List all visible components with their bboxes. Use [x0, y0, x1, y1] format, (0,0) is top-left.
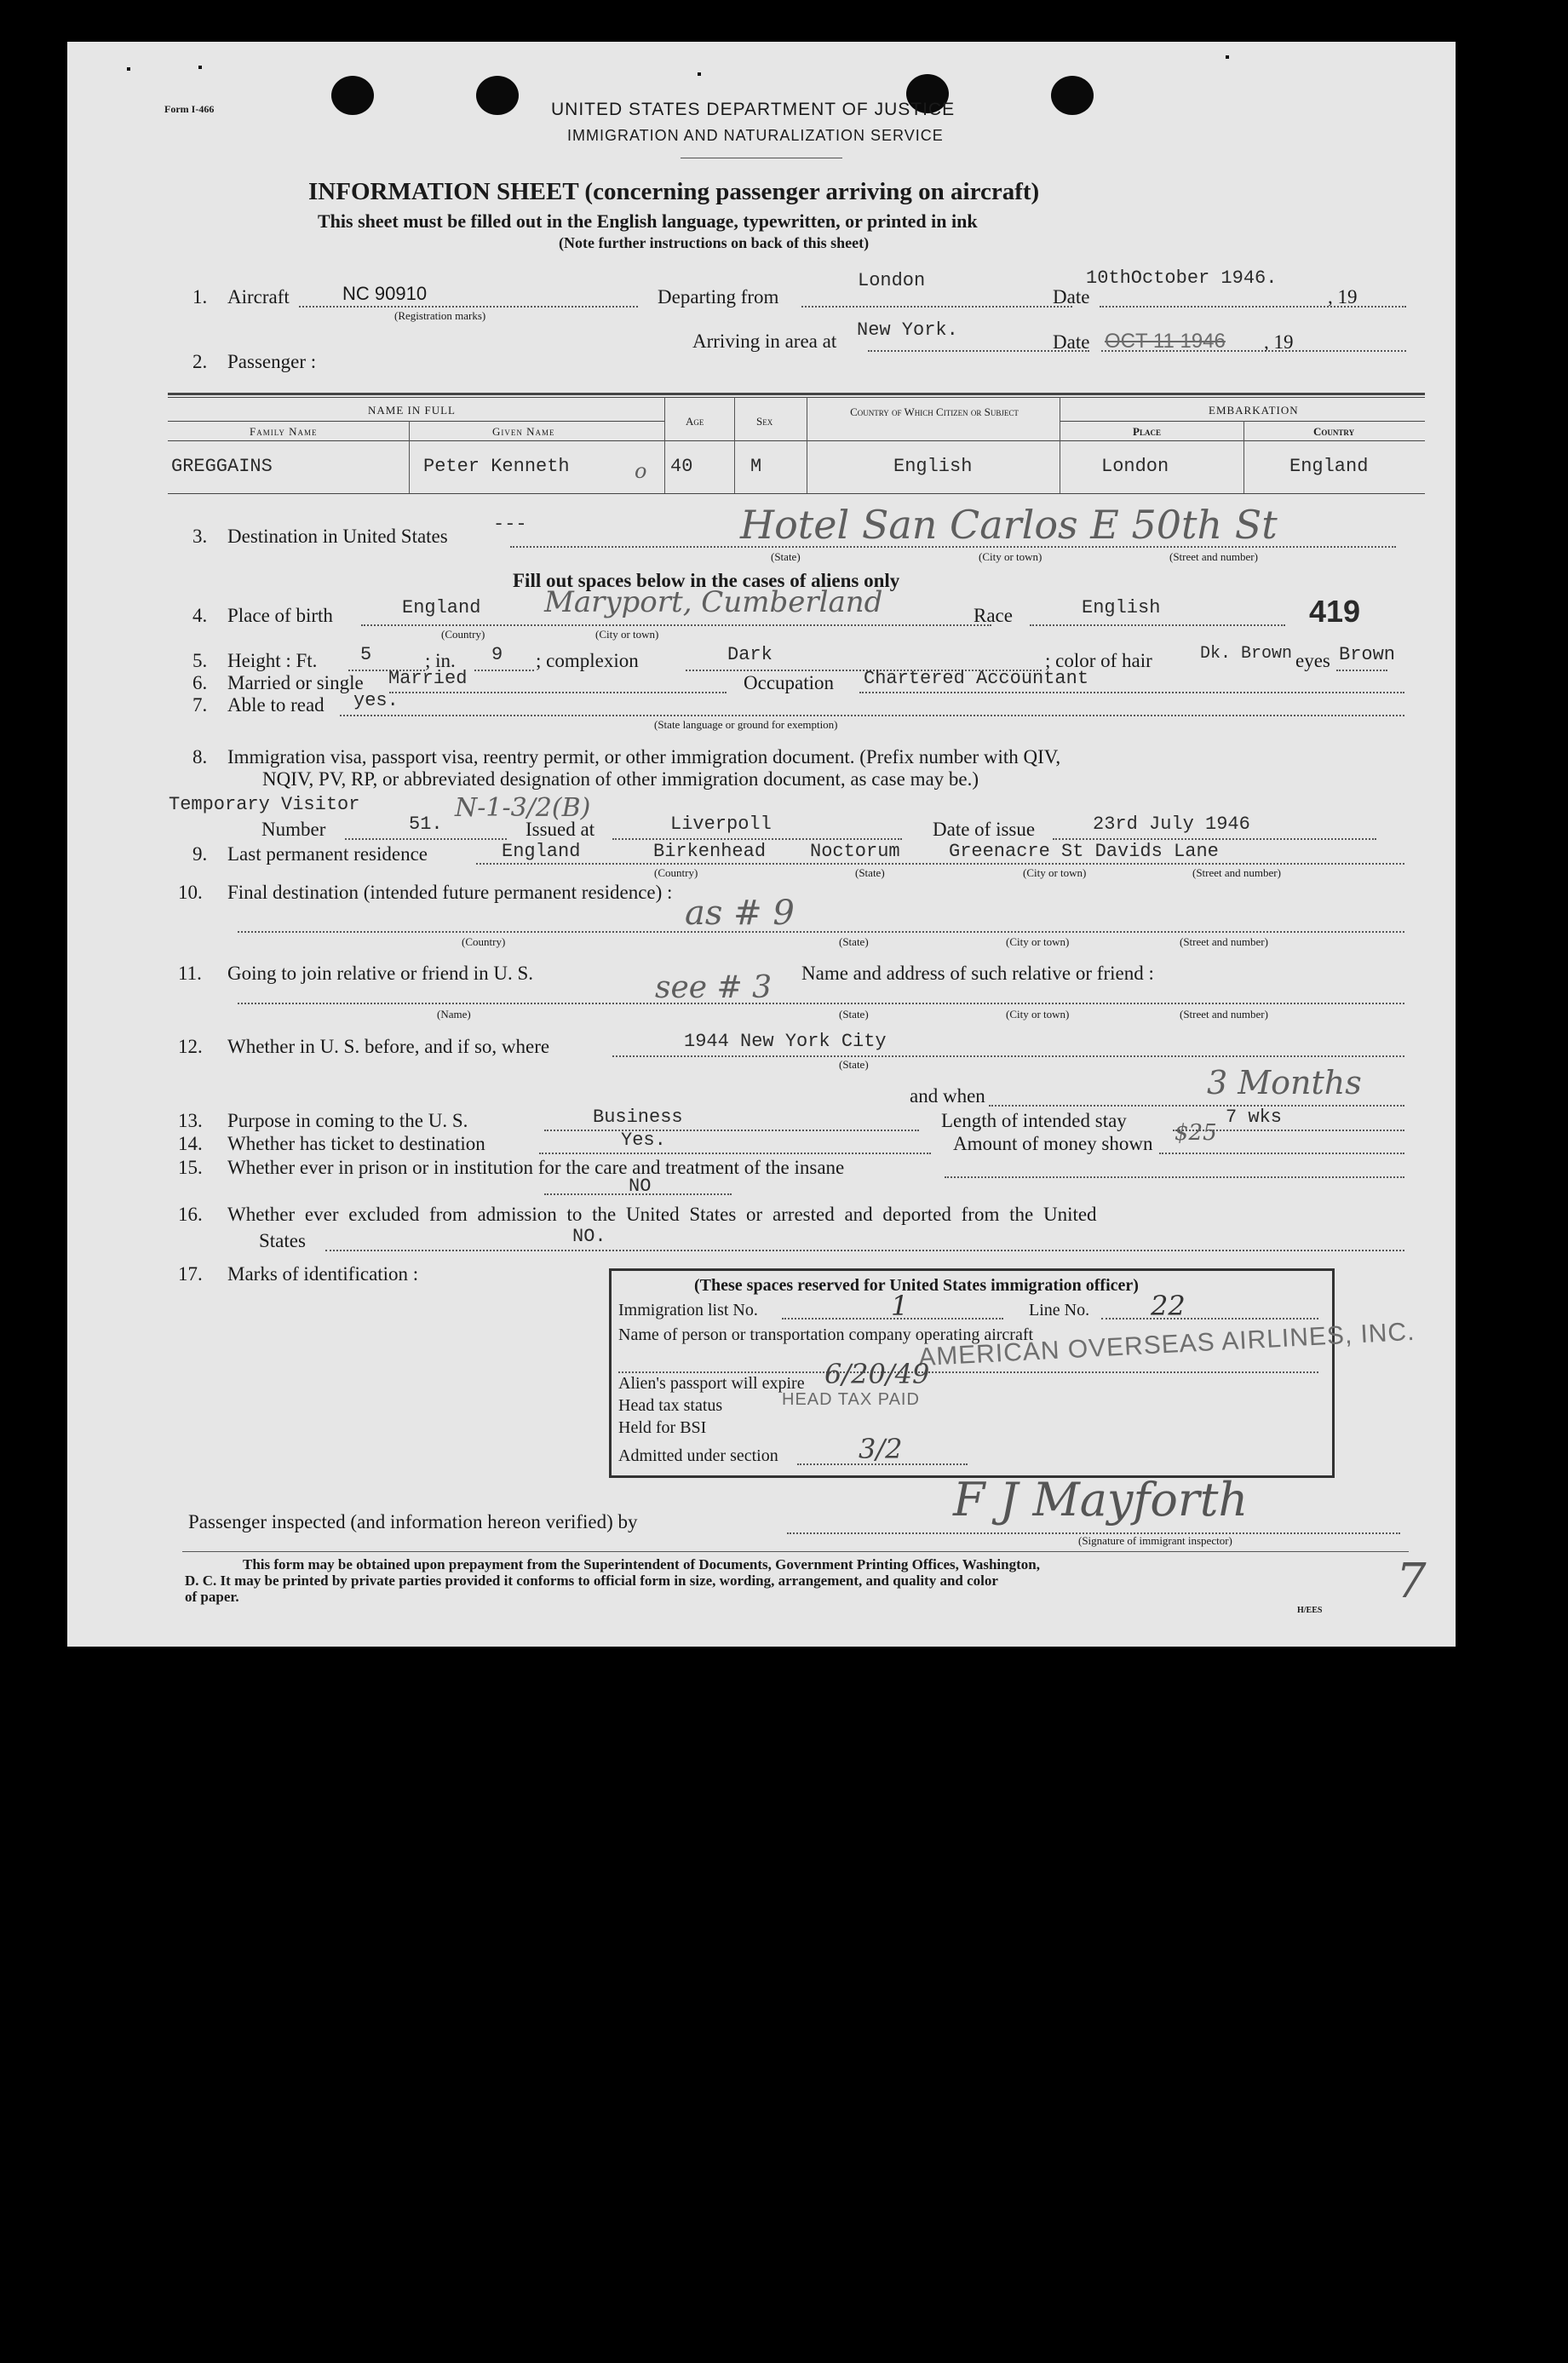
- destination-typed: ---: [493, 514, 527, 535]
- date-of-issue-line: [1053, 838, 1376, 840]
- excluded-label-1: Whether ever excluded from admission to the United States or arrested and deported from the United: [227, 1204, 1097, 1225]
- purpose-value: Business: [593, 1107, 683, 1128]
- residence-city-value: Noctorum: [810, 841, 900, 862]
- item-10-number: 10.: [178, 882, 203, 903]
- item-7-number: 7.: [192, 694, 208, 716]
- prior-visit-line: [612, 1055, 1404, 1057]
- eyes-label: eyes: [1295, 650, 1330, 671]
- head-tax-stamp: HEAD TAX PAID: [782, 1390, 920, 1409]
- item-4-number: 4.: [192, 605, 208, 626]
- date2-year-suffix: , 19: [1264, 331, 1294, 353]
- embark-country-value: England: [1289, 456, 1369, 477]
- inspector-signature: F J Mayforth: [953, 1473, 1249, 1526]
- sex-header: Sex: [756, 415, 773, 428]
- date-line: [1100, 306, 1406, 308]
- signature-caption: (Signature of immigrant inspector): [1078, 1534, 1232, 1547]
- prior-visit-value: 1944 New York City: [684, 1031, 887, 1052]
- occupation-line: [859, 692, 1404, 693]
- visa-number-line: [345, 838, 507, 840]
- complexion-value: Dark: [727, 644, 773, 665]
- race-label: Race: [974, 605, 1013, 626]
- given-name-header: Given Name: [492, 425, 555, 438]
- relative-label: Going to join relative or friend in U. S.: [227, 963, 533, 984]
- final-country-caption: (Country): [462, 935, 506, 948]
- marital-label: Married or single: [227, 672, 364, 693]
- final-state-caption: (State): [839, 935, 869, 948]
- aircraft-value: NC 90910: [342, 283, 428, 304]
- country-header: Country: [1313, 425, 1355, 438]
- final-destination-line: [238, 931, 1404, 933]
- speck: [1226, 55, 1229, 59]
- aircraft-label: Aircraft: [227, 286, 290, 308]
- excluded-label-2: States: [259, 1230, 306, 1251]
- header-bottom-rule: [168, 440, 1425, 441]
- residence-label: Last permanent residence: [227, 843, 428, 865]
- residence-city-caption: (City or town): [1023, 866, 1087, 879]
- item-8-number: 8.: [192, 746, 208, 768]
- head-tax-label: Head tax status: [618, 1396, 723, 1415]
- when-line: [989, 1105, 1404, 1107]
- destination-city-caption: (City or town): [979, 550, 1042, 563]
- height-in-value: 9: [491, 644, 503, 665]
- instruction-note: (Note further instructions on back of this sheet): [559, 234, 870, 251]
- residence-street-value: Greenacre St Davids Lane: [949, 841, 1219, 862]
- punch-hole-2: [476, 76, 519, 115]
- item-9-number: 9.: [192, 843, 208, 865]
- relative-line: [238, 1003, 1404, 1004]
- embarkation-header: EMBARKATION: [1209, 404, 1299, 417]
- footer-code: H/EES: [1297, 1606, 1323, 1615]
- excluded-line: [325, 1250, 1404, 1251]
- final-street-caption: (Street and number): [1180, 935, 1268, 948]
- margin-mark: 7: [1396, 1554, 1427, 1609]
- when-label: and when: [910, 1085, 985, 1107]
- birthplace-label: Place of birth: [227, 605, 333, 626]
- departing-line: [801, 306, 1072, 308]
- form-sheet: [67, 42, 1456, 1647]
- airline-stamp: AMERICAN OVERSEAS AIRLINES, INC.: [917, 1317, 1416, 1372]
- destination-state-caption: (State): [771, 550, 801, 563]
- officer-reserved-box: [609, 1268, 1416, 1478]
- list-no-label: Immigration list No.: [618, 1301, 758, 1319]
- aircraft-line: [299, 306, 638, 308]
- footer-line-3: of paper.: [185, 1589, 239, 1605]
- purpose-line: [544, 1130, 919, 1131]
- col-divider: [664, 397, 665, 493]
- hair-label: ; color of hair: [1045, 650, 1152, 671]
- table-top-rule-2: [168, 397, 1425, 398]
- residence-country-value: England: [502, 841, 581, 862]
- item-16-number: 16.: [178, 1204, 203, 1225]
- race-value: English: [1082, 597, 1161, 618]
- eyes-value: Brown: [1339, 644, 1396, 665]
- company-line: [618, 1371, 1318, 1373]
- bsi-label: Held for BSI: [618, 1418, 707, 1437]
- birth-city-handwritten: Maryport, Cumberland: [544, 585, 883, 619]
- destination-street-caption: (Street and number): [1169, 550, 1258, 563]
- ticket-line: [539, 1153, 931, 1154]
- excluded-value: NO.: [572, 1226, 606, 1247]
- punch-hole-4: [1051, 76, 1094, 115]
- relative-name-caption: (Name): [437, 1008, 471, 1021]
- date-of-issue-label: Date of issue: [933, 819, 1036, 840]
- departing-label: Departing from: [658, 286, 779, 308]
- identification-label: Marks of identification :: [227, 1263, 419, 1285]
- instruction-line: This sheet must be filled out in the English language, typewritten, or printed in ink: [318, 210, 978, 232]
- height-ft-value: 5: [360, 644, 372, 665]
- company-label: Name of person or transportation company operating aircraft: [618, 1325, 1034, 1344]
- purpose-label: Purpose in coming to the U. S.: [227, 1110, 468, 1131]
- date-label: Date: [1053, 286, 1090, 308]
- destination-handwritten: Hotel San Carlos E 50th St: [740, 502, 1278, 548]
- residence-state-caption: (State): [855, 866, 885, 879]
- footer-line-1: This form may be obtained upon prepayment from the Superintendent of Documents, Government Printing Offices, Washington,: [243, 1556, 1040, 1572]
- visa-text-2: NQIV, PV, RP, or abbreviated designation of other immigration document, as case may be.): [262, 768, 979, 790]
- item-11-number: 11.: [178, 963, 202, 984]
- footer-rule: [182, 1551, 1409, 1552]
- visa-class-handwritten: N-1-3/2(B): [455, 793, 591, 823]
- race-line: [1030, 624, 1285, 626]
- name-in-full-header: NAME IN FULL: [368, 404, 456, 417]
- passenger-label: Passenger :: [227, 351, 317, 372]
- col-divider: [734, 397, 735, 493]
- prior-visit-state-caption: (State): [839, 1058, 869, 1071]
- list-no-value: 1: [891, 1290, 909, 1322]
- speck: [198, 66, 202, 69]
- embark-sub-rule: [1060, 421, 1425, 422]
- visa-type-value: Temporary Visitor: [169, 794, 360, 815]
- able-to-read-caption: (State language or ground for exemption): [654, 718, 838, 731]
- prison-label: Whether ever in prison or in institution for the care and treatment of the insane: [227, 1157, 845, 1178]
- residence-line: [476, 863, 1404, 865]
- agency-name: UNITED STATES DEPARTMENT OF JUSTICE: [551, 100, 956, 119]
- height-in-label: ; in.: [425, 650, 456, 671]
- family-name-value: GREGGAINS: [171, 456, 273, 477]
- money-value: $25: [1175, 1120, 1217, 1146]
- sex-value: M: [750, 456, 762, 477]
- item-13-number: 13.: [178, 1110, 203, 1131]
- item-2-number: 2.: [192, 351, 208, 372]
- residence-state-value: Birkenhead: [653, 841, 767, 862]
- date2-label: Date: [1053, 331, 1090, 353]
- birthplace-line: [361, 624, 991, 626]
- visa-text-1: Immigration visa, passport visa, reentry permit, or other immigration document. (Prefix number with QIV,: [227, 746, 1061, 768]
- table-top-rule: [168, 393, 1425, 395]
- occupation-value: Chartered Accountant: [864, 668, 1089, 689]
- item-1-number: 1.: [192, 286, 208, 308]
- item-15-number: 15.: [178, 1157, 203, 1178]
- complexion-label: ; complexion: [536, 650, 639, 671]
- citizen-header: Country of Which Citizen or Subject: [850, 405, 1019, 418]
- given-name-mark: o: [635, 459, 647, 483]
- registration-caption: (Registration marks): [394, 309, 486, 322]
- height-in-line: [474, 670, 534, 671]
- birth-city-caption: (City or town): [595, 628, 659, 641]
- visa-number-label: Number: [261, 819, 326, 840]
- col-divider: [409, 421, 410, 493]
- line-no-value: 22: [1151, 1290, 1186, 1322]
- visa-number-value: 51.: [409, 814, 443, 835]
- admitted-value: 3/2: [859, 1433, 903, 1465]
- embark-place-value: London: [1101, 456, 1169, 477]
- item-17-number: 17.: [178, 1263, 203, 1285]
- age-value: 40: [670, 456, 693, 477]
- birth-country-caption: (Country): [441, 628, 485, 641]
- relative-state-caption: (State): [839, 1008, 869, 1021]
- aliens-note: Fill out spaces below in the cases of aliens only: [513, 570, 900, 591]
- ticket-value: Yes.: [621, 1130, 666, 1151]
- relative-city-caption: (City or town): [1006, 1008, 1070, 1021]
- date-value: 10thOctober 1946.: [1086, 267, 1278, 289]
- relative-name-label: Name and address of such relative or friend :: [801, 963, 1154, 984]
- inspection-label: Passenger inspected (and information hereon verified) by: [188, 1511, 638, 1532]
- birth-country-value: England: [402, 597, 481, 618]
- item-14-number: 14.: [178, 1133, 203, 1154]
- date-of-issue-value: 23rd July 1946: [1093, 814, 1250, 835]
- issued-at-value: Liverpoll: [670, 814, 772, 835]
- family-name-header: Family Name: [250, 425, 318, 438]
- able-to-read-label: Able to read: [227, 694, 325, 716]
- marital-value: Married: [388, 668, 468, 689]
- given-name-value: Peter Kenneth: [423, 456, 570, 477]
- arriving-value: New York.: [857, 319, 958, 341]
- age-header: Age: [686, 415, 704, 428]
- form-title: INFORMATION SHEET (concerning passenger arriving on aircraft): [308, 178, 1040, 205]
- prison-value: NO: [629, 1176, 652, 1197]
- place-header: Place: [1133, 425, 1161, 438]
- passport-expire-label: Alien's passport will expire: [618, 1374, 805, 1393]
- residence-country-caption: (Country): [654, 866, 698, 879]
- residence-street-caption: (Street and number): [1192, 866, 1281, 879]
- ticket-label: Whether has ticket to destination: [227, 1133, 485, 1154]
- item-12-number: 12.: [178, 1036, 203, 1057]
- marital-line: [389, 692, 727, 693]
- money-line: [1159, 1153, 1404, 1154]
- table-bottom-rule: [168, 493, 1425, 494]
- line-no-line: [1101, 1318, 1318, 1319]
- item-3-number: 3.: [192, 526, 208, 547]
- citizen-value: English: [893, 456, 973, 477]
- departing-value: London: [858, 270, 926, 291]
- footer-line-2: D. C. It may be printed by private parties provided it conforms to official form in size, wording, arrangement, and quality and color: [185, 1572, 998, 1589]
- service-name: IMMIGRATION AND NATURALIZATION SERVICE: [567, 127, 944, 144]
- admitted-label: Admitted under section: [618, 1446, 778, 1465]
- height-label: Height : Ft.: [227, 650, 318, 671]
- able-to-read-line: [340, 715, 1404, 716]
- destination-label: Destination in United States: [227, 526, 448, 547]
- hair-value: Dk. Brown: [1200, 644, 1293, 664]
- arrival-date-stamp: OCT 11 1946: [1105, 330, 1226, 353]
- occupation-label: Occupation: [744, 672, 835, 693]
- relative-street-caption: (Street and number): [1180, 1008, 1268, 1021]
- relative-handwritten: see # 3: [655, 970, 773, 1005]
- punch-hole-1: [331, 76, 374, 115]
- stamped-number: 419: [1309, 594, 1361, 629]
- passenger-table: [168, 393, 1425, 495]
- item-6-number: 6.: [192, 672, 208, 693]
- item-5-number: 5.: [192, 650, 208, 671]
- final-destination-handwritten: as # 9: [685, 894, 795, 933]
- form-number: Form I-466: [164, 103, 215, 115]
- speck: [698, 72, 701, 76]
- stay-value: 7 wks: [1226, 1107, 1283, 1128]
- final-destination-label: Final destination (intended future permanent residence) :: [227, 882, 673, 903]
- issued-at-line: [612, 838, 902, 840]
- officer-box-heading: (These spaces reserved for United States immigration officer): [694, 1276, 1139, 1295]
- money-label: Amount of money shown: [953, 1133, 1153, 1154]
- prison-line: [945, 1176, 1404, 1178]
- date-year-suffix: , 19: [1328, 286, 1358, 308]
- col-divider: [1243, 421, 1244, 493]
- able-to-read-value: yes.: [353, 690, 399, 711]
- when-handwritten: 3 Months: [1207, 1064, 1362, 1101]
- name-sub-rule: [168, 421, 664, 422]
- speck: [127, 67, 130, 71]
- arriving-label: Arriving in area at: [692, 331, 837, 352]
- prior-visit-label: Whether in U. S. before, and if so, where: [227, 1036, 550, 1057]
- passport-expire-value: 6/20/49: [824, 1358, 930, 1390]
- eyes-line: [1336, 670, 1387, 671]
- issued-at-label: Issued at: [526, 819, 595, 840]
- final-city-caption: (City or town): [1006, 935, 1070, 948]
- stay-label: Length of intended stay: [941, 1110, 1127, 1131]
- line-no-label: Line No.: [1029, 1301, 1090, 1319]
